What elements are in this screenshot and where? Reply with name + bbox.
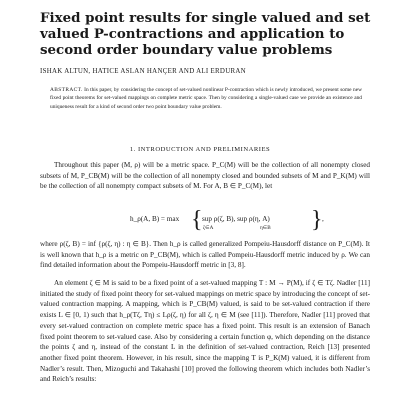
equation-sub2: η∈B xyxy=(260,225,271,231)
display-equation xyxy=(130,206,330,236)
equation-sub1: ζ∈A xyxy=(203,225,214,231)
section-heading xyxy=(0,146,400,153)
body-paragraph: An element ζ ∈ M is said to be a fixed point of a set-valued mapping T : M → P(M), if ζ ∈ Tζ. Nadler [11] initiated the study of fixed point theory for set-valued mappings on metric space by introducing the concept of set-valued contraction mapping. A mapping, which is P_CB(M) valued, is said to be set-valued contraction if there exists L ∈ [0, 1) such that h_ρ(Tζ, Tη) ≤ Lρ(ζ, η) for all ζ, η ∈ M (see [11]). Therefore, Nadler [11] proved that every set-valued contraction on complete metric space has a fixed point. This result is an extension of Banach fixed point theorem to set-valued case. Also by considering a certain function φ, which depending on the distance the points ζ and η, instead of the constant L in the definition of set-valued contraction, Reich [13] presented another fixed point theorem. However, in his result, since the mapping T is P_K(M) valued, it is different from Nadler’s result. Then, Mizoguchi and Takahashi [10] proved the following theorem which includes both Nadler’s and Reich’s results: xyxy=(40,279,370,384)
intro-paragraph: Throughout this paper (M, ρ) will be a metric space. P_C(M) will be the collection of all nonempty closed subsets of M, P_CB(M) will be the collection of all nonempty closed and bounded subsets of M and P_K(M) will be the collection of all nonempty compact subsets of M. For A, B ∈ P_C(M), let xyxy=(40,161,370,191)
section-number: 1. xyxy=(129,146,136,153)
after-equation-paragraph: where ρ(ζ, B) = inf {ρ(ζ, η) : η ∈ B}. Then h_ρ is called generalized Pompeiu-Hausdorff distance on P_C(M). It is well known that h_ρ is a metric on P_CB(M), which is called Pompeiu-Hausdorff metric induced by ρ. We can find detailed information about the Pompeiu-Hausdorff metric in [3, 8]. xyxy=(40,240,370,270)
equation-lhs: h_ρ(A, B) = max xyxy=(130,215,180,223)
section-title: INTRODUCTION AND PRELIMINARIES xyxy=(137,146,271,153)
paper-title: Fixed point results for single valued and set valued P-contractions and application to second order boundary value problems xyxy=(40,10,371,58)
author-list: ISHAK ALTUN, HATICE ASLAN HANÇER AND ALI ERDURAN xyxy=(40,68,246,75)
equation-terms: sup ρ(ζ, B), sup ρ(η, A) xyxy=(202,215,270,223)
abstract xyxy=(50,86,362,111)
abstract-label: ABSTRACT. xyxy=(50,87,83,93)
left-brace: { xyxy=(191,207,203,233)
abstract-text: In this paper, by considering the concept of set-valued nonlinear P-contraction which is newly introduced, we present some new fixed point theorems for set-valued mappings on complete metric space. Then by considering a single-valued case we provide an existence and uniqueness result for a kind of second order two point boundary value problem. xyxy=(50,87,362,110)
equation-comma: , xyxy=(322,215,324,223)
right-brace: } xyxy=(311,207,323,233)
